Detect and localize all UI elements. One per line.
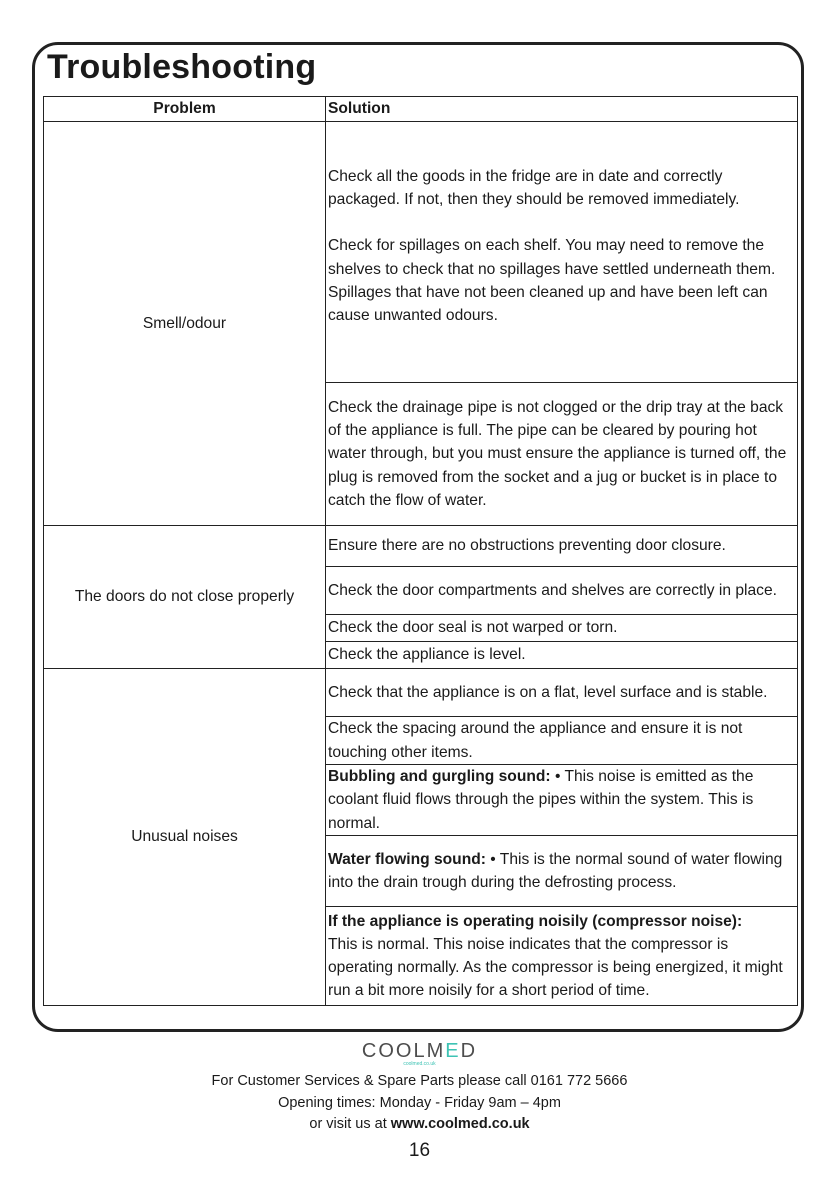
solution-cell: Check the drainage pipe is not clogged or the drip tray at the back of the appliance is full. The pipe can be cleared by pouring hot water through, but you must ensure the appliance is turned off, the plug is removed from the socket and a jug or bucket is in place to catch the flow of water.: [326, 383, 798, 526]
problem-cell: Unusual noises: [44, 669, 326, 1006]
page-title: Troubleshooting: [47, 48, 317, 86]
solution-cell: [326, 122, 798, 383]
solution-cell: Check the door seal is not warped or torn.: [326, 615, 798, 642]
troubleshooting-table: [43, 96, 798, 1006]
solution-cell: Check the door compartments and shelves are correctly in place.: [326, 567, 798, 615]
page-number: 16: [408, 1140, 431, 1161]
problem-cell: The doors do not close properly: [44, 526, 326, 669]
solution-cell: [326, 765, 798, 836]
solution-bold-label: Water flowing sound:: [328, 850, 486, 868]
solution-cell: [326, 836, 798, 907]
solution-text: • This is the normal sound of water flowing into the drain trough during the defrosting process.: [328, 850, 783, 891]
solution-cell: Check that the appliance is on a flat, level surface and is stable.: [326, 669, 798, 717]
website-line: or visit us at www.coolmed.co.uk: [309, 1116, 530, 1132]
website-link[interactable]: www.coolmed.co.uk: [390, 1116, 530, 1132]
table-header-row: [44, 97, 798, 122]
opening-times-line: Opening times: Monday - Friday 9am – 4pm: [278, 1095, 561, 1111]
solution-cell: Check the appliance is level.: [326, 642, 798, 669]
solution-cell: Ensure there are no obstructions preventing door closure.: [326, 526, 798, 567]
solution-bold-label: Bubbling and gurgling sound:: [328, 768, 551, 786]
solution-cell: Check the spacing around the appliance and ensure it is not touching other items.: [326, 717, 798, 765]
problem-cell: Smell/odour: [44, 122, 326, 526]
table-row: [44, 526, 798, 567]
table-row: [44, 122, 798, 383]
coolmed-logo: COOLMED coolmed.co.uk: [361, 1040, 478, 1067]
solution-text: This is normal. This noise indicates that the compressor is operating normally. As the compressor is being energized, it might run a bit more noisily for a short period of time.: [328, 935, 783, 1000]
header-problem: Problem: [44, 97, 326, 122]
customer-services-line: For Customer Services & Spare Parts please call 0161 772 5666: [211, 1073, 628, 1089]
table-row: [44, 669, 798, 717]
solution-paragraph: Check for spillages on each shelf. You may need to remove the shelves to check that no spillages have settled underneath them. Spillages that have not been cleaned up and have been left can cause unwanted odours.: [328, 237, 776, 324]
header-solution: Solution: [326, 97, 798, 122]
solution-bold-label: If the appliance is operating noisily (compressor noise):: [328, 912, 743, 930]
solution-text: • This noise is emitted as the coolant fluid flows through the pipes within the system. This is normal.: [328, 768, 754, 832]
solution-cell: [326, 907, 798, 1006]
solution-paragraph: Check all the goods in the fridge are in date and correctly packaged. If not, then they should be removed immediately.: [328, 167, 740, 209]
